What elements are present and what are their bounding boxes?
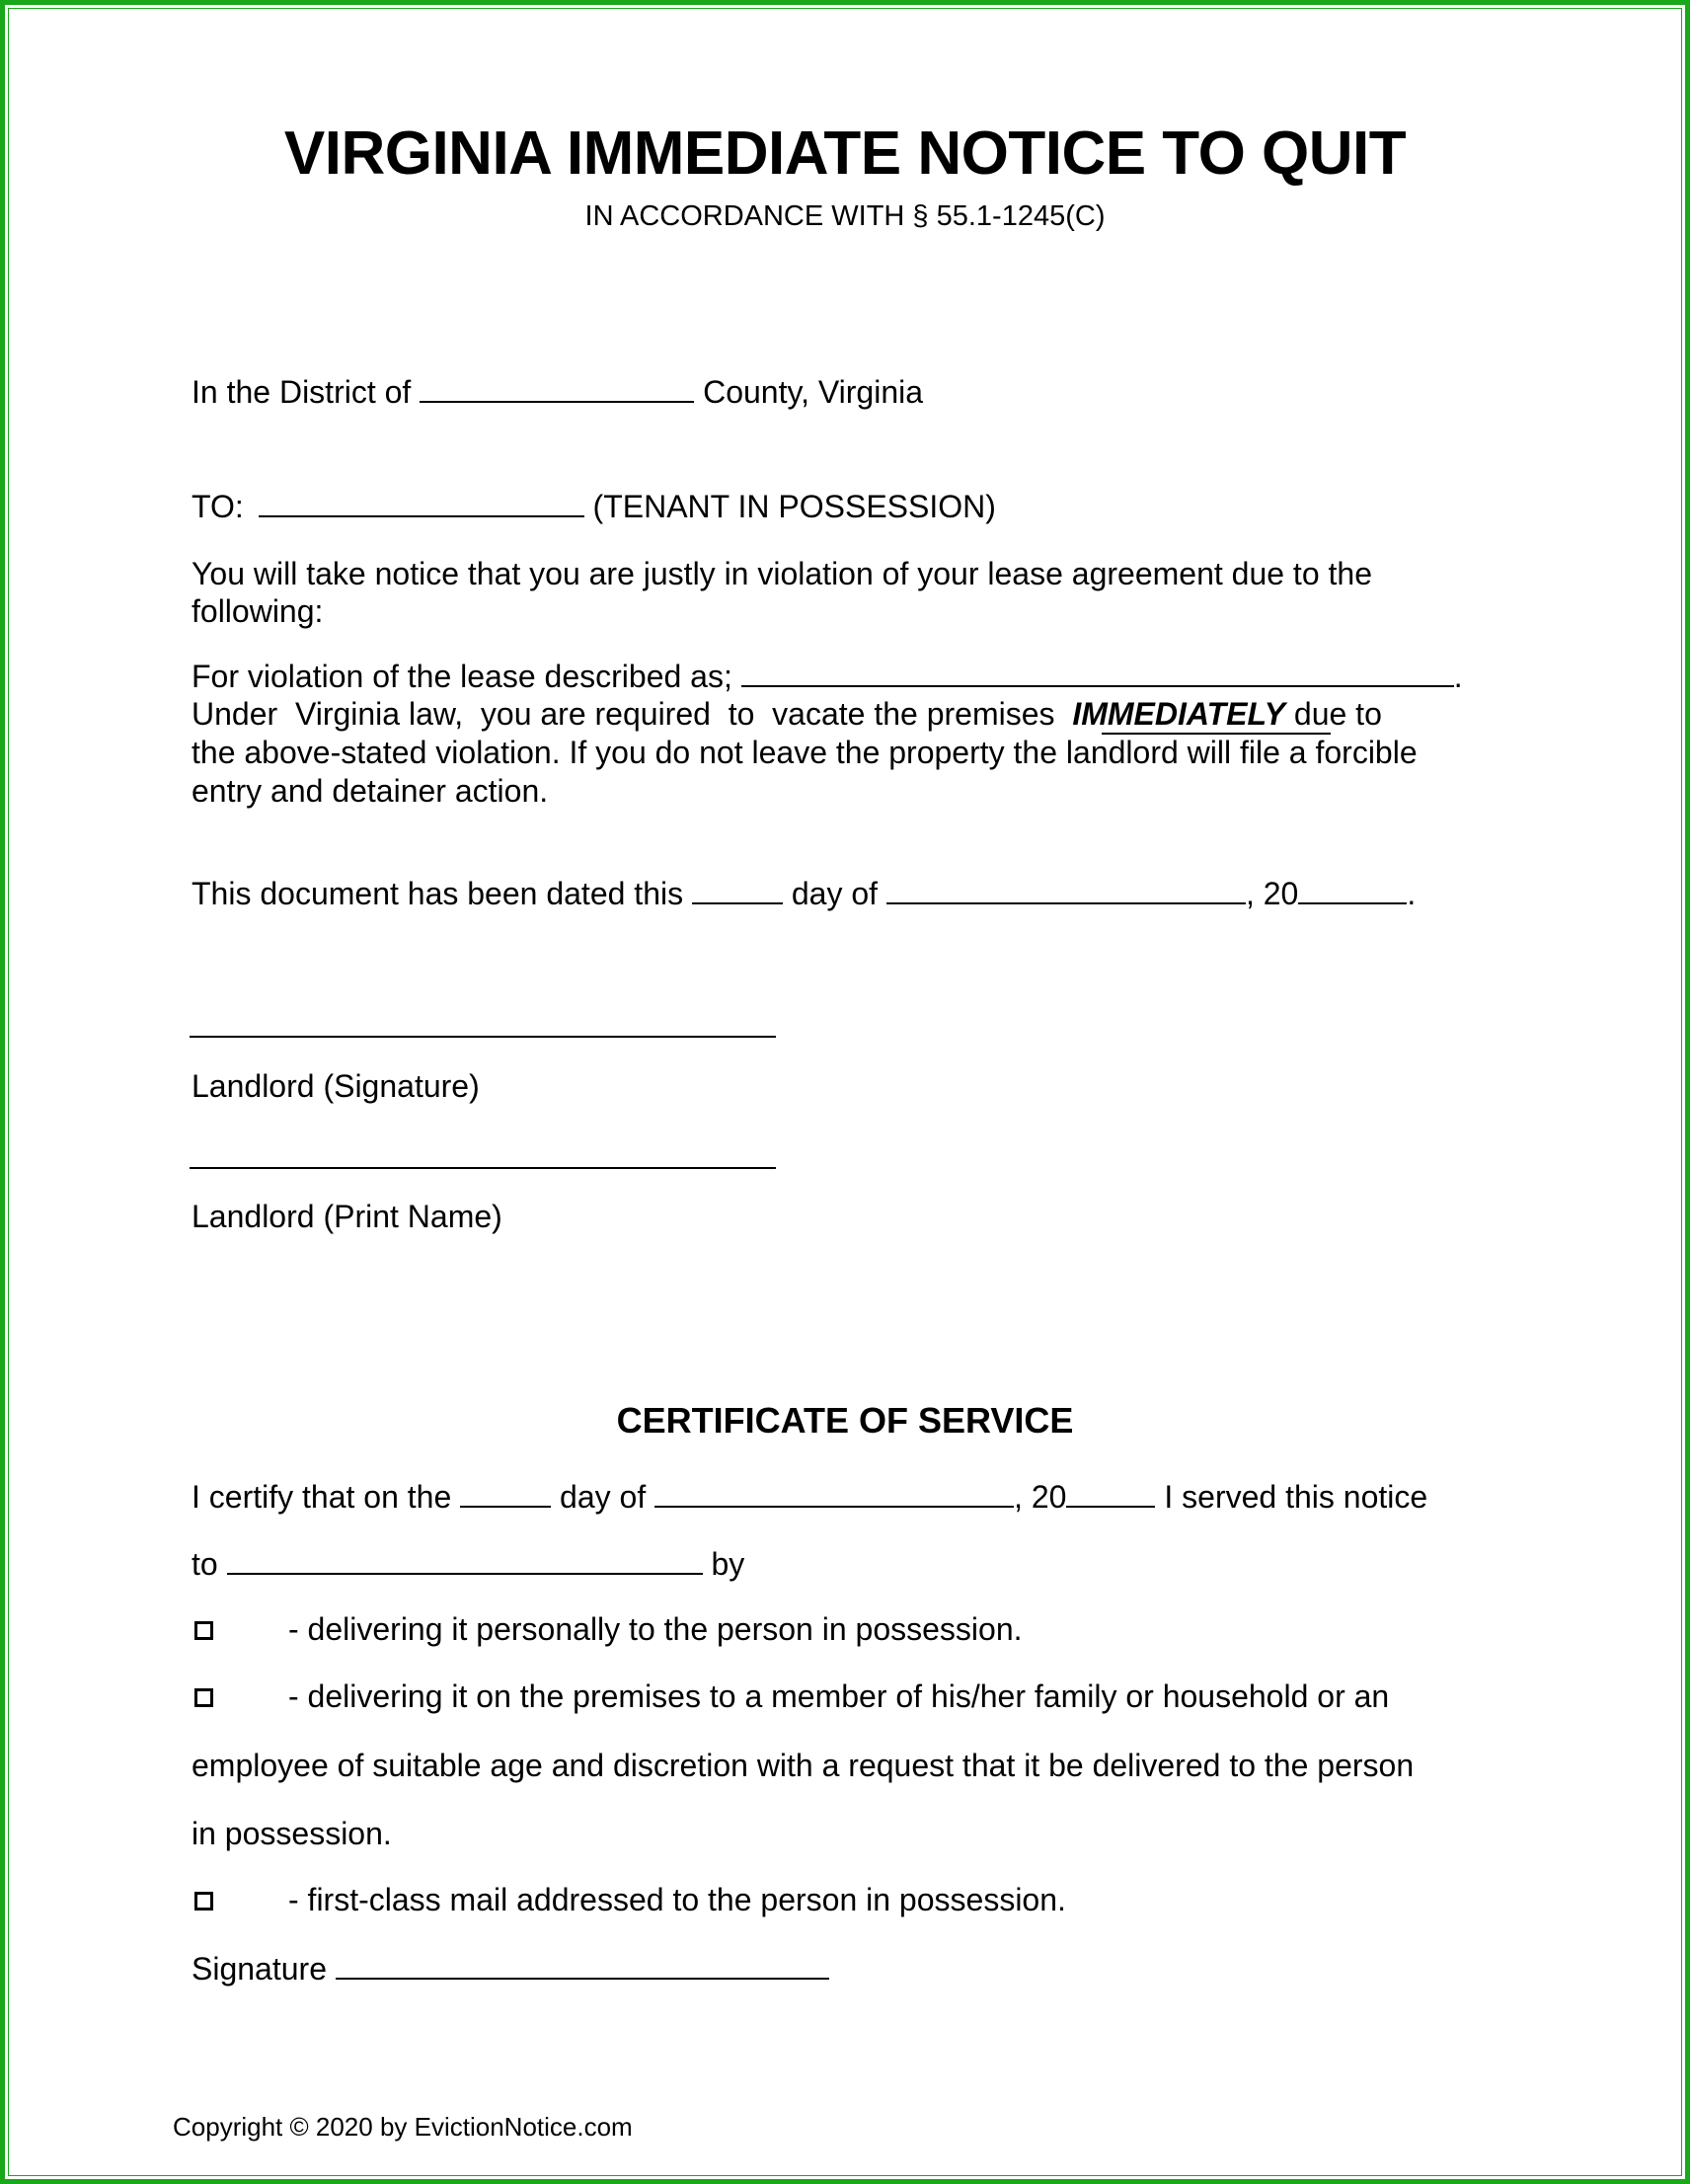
dated-prefix: This document has been dated this bbox=[192, 876, 684, 911]
option-premises-label: - delivering it on the premises to a member of his/her family or household or an bbox=[288, 1678, 1390, 1714]
immediately-rule bbox=[1102, 733, 1331, 735]
certificate-signature-blank[interactable] bbox=[336, 1950, 829, 1980]
violation-line-4: entry and detainer action. bbox=[192, 773, 549, 809]
district-prefix: In the District of bbox=[192, 374, 412, 410]
served-to-blank[interactable] bbox=[227, 1545, 703, 1575]
landlord-signature-line[interactable] bbox=[190, 1036, 776, 1038]
dated-year-blank[interactable] bbox=[1298, 875, 1407, 904]
notice-line-1: You will take notice that you are justly in violation of your lease agreement due to the bbox=[192, 556, 1372, 591]
certificate-signature-line bbox=[192, 1950, 829, 1988]
dated-month-blank[interactable] bbox=[886, 875, 1246, 904]
immediately-emphasis: IMMEDIATELY bbox=[1072, 696, 1285, 732]
certify-line bbox=[192, 1478, 1427, 1516]
certify-prefix: I certify that on the bbox=[192, 1479, 452, 1515]
certify-year-blank[interactable] bbox=[1066, 1478, 1155, 1508]
dated-day-blank[interactable] bbox=[692, 875, 783, 904]
document-title: VIRGINIA IMMEDIATE NOTICE TO QUIT bbox=[283, 119, 1407, 188]
certificate-title: CERTIFICATE OF SERVICE bbox=[616, 1400, 1074, 1441]
to-label: TO: bbox=[192, 489, 244, 524]
certify-comma-20: , 20 bbox=[1014, 1479, 1067, 1515]
notice-line-2: following: bbox=[192, 593, 324, 629]
landlord-print-label: Landlord (Print Name) bbox=[192, 1199, 502, 1234]
option-personal-checkbox[interactable] bbox=[194, 1621, 213, 1640]
tenant-suffix: (TENANT IN POSSESSION) bbox=[592, 489, 996, 524]
dated-period: . bbox=[1407, 876, 1417, 911]
option-mail-checkbox[interactable] bbox=[194, 1892, 213, 1911]
violation-line-2 bbox=[192, 695, 1382, 733]
certify-day-blank[interactable] bbox=[460, 1478, 551, 1508]
violation-line-3: the above-stated violation. If you do not leave the property the landlord will file a forcible bbox=[192, 735, 1418, 770]
certificate-signature-label: Signature bbox=[192, 1951, 327, 1987]
option-premises-line-3: in possession. bbox=[192, 1816, 392, 1851]
served-by-label: by bbox=[711, 1546, 745, 1582]
violation-line-1 bbox=[192, 658, 1463, 695]
option-premises-checkbox[interactable] bbox=[194, 1688, 213, 1707]
served-to-label: to bbox=[192, 1546, 218, 1582]
certify-day-of: day of bbox=[560, 1479, 647, 1515]
violation-line2-suffix: due to bbox=[1293, 696, 1382, 732]
option-mail-label: - first-class mail addressed to the person in possession. bbox=[288, 1882, 1066, 1917]
certify-served: I served this notice bbox=[1164, 1479, 1428, 1515]
landlord-print-line[interactable] bbox=[190, 1167, 776, 1169]
district-blank[interactable] bbox=[420, 373, 694, 403]
tenant-line bbox=[192, 488, 996, 525]
option-premises-line-2: employee of suitable age and discretion with a request that it be delivered to the person bbox=[192, 1748, 1415, 1783]
tenant-blank[interactable] bbox=[259, 488, 584, 517]
copyright-notice: Copyright © 2020 by EvictionNotice.com bbox=[173, 2112, 633, 2142]
document-subtitle: IN ACCORDANCE WITH § 55.1-1245(C) bbox=[584, 200, 1106, 232]
certify-month-blank[interactable] bbox=[654, 1478, 1014, 1508]
dated-comma-20: , 20 bbox=[1245, 876, 1299, 911]
violation-period: . bbox=[1453, 659, 1463, 694]
violation-blank[interactable] bbox=[741, 658, 1454, 687]
district-line bbox=[192, 373, 923, 411]
served-to-line bbox=[192, 1545, 744, 1583]
landlord-signature-label: Landlord (Signature) bbox=[192, 1068, 480, 1104]
dated-day-of: day of bbox=[791, 876, 879, 911]
violation-line2-prefix: Under Virginia law, you are required to vacate the premises bbox=[192, 696, 1055, 732]
dated-line bbox=[192, 875, 1416, 912]
district-suffix: County, Virginia bbox=[703, 374, 924, 410]
option-personal-label: - delivering it personally to the person in possession. bbox=[288, 1611, 1023, 1647]
violation-prefix: For violation of the lease described as; bbox=[192, 659, 732, 694]
